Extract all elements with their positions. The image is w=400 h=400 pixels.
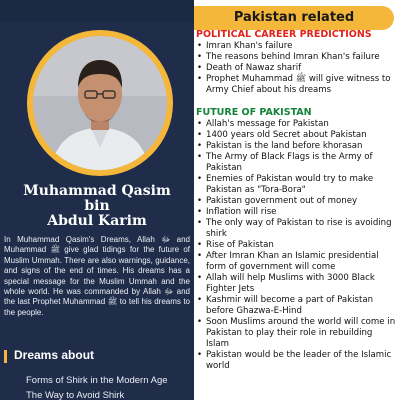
list-item: • Inflation will rise <box>194 207 398 218</box>
list-item: • Pakistan government out of money <box>194 196 398 207</box>
future-heading: FUTURE OF PAKISTAN <box>196 107 312 118</box>
list-item: • The reasons behind Imran Khan's failure <box>194 52 398 63</box>
list-item: • Pakistan is the land before khorasan <box>194 141 398 152</box>
author-name-line3: Abdul Karim <box>47 213 147 229</box>
dreams-item: The Way to Avoid Shirk <box>26 390 125 400</box>
author-name-line1: Muhammad Qasim <box>23 183 171 199</box>
list-item: • Allah will help Muslims with 3000 Black Fighter Jets <box>194 273 398 295</box>
dreams-heading-text: Dreams about <box>14 348 95 362</box>
list-item: • After Imran Khan an Islamic presidential form of government will come <box>194 251 398 273</box>
political-heading: POLITICAL CAREER PREDICTIONS <box>196 29 372 40</box>
list-item: • Rise of Pakistan <box>194 240 398 251</box>
list-item: • Death of Nawaz sharif <box>194 63 398 74</box>
list-item: • Enemies of Pakistan would try to make Pakistan as "Tora-Bora" <box>194 174 398 196</box>
author-bio: In Muhammad Qasim's Dreams, Allah ﷻ and Muhammad ﷺ give glad tidings for the future of Muslim Ummah. There are also warnings, guidance, and signs of the end of times. His dreams has a special message for the Muslim Ummah and the whole world. He was commanded by Allah ﷻ and the last Prophet Muhammad ﷺ to tell his dreams to the people. <box>4 235 191 317</box>
dreams-heading <box>0 347 194 365</box>
list-item: • 1400 years old Secret about Pakistan <box>194 130 398 141</box>
list-item: • The Army of Black Flags is the Army of Pakistan <box>194 152 398 174</box>
list-item: • Prophet Muhammad ﷺ will give witness to Army Chief about his dreams <box>194 74 398 96</box>
political-list <box>194 41 398 96</box>
profile-panel <box>0 0 194 400</box>
list-item: • Kashmir will become a part of Pakistan before Ghazwa-E-Hind <box>194 295 398 317</box>
list-item: • Allah's message for Pakistan <box>194 119 398 130</box>
list-item: • Pakistan would be the leader of the Islamic world <box>194 350 398 372</box>
banner-title: Pakistan related <box>233 10 355 25</box>
topic-banner <box>194 6 394 30</box>
dreams-item: Forms of Shirk in the Modern Age <box>26 375 168 386</box>
list-item: • The only way of Pakistan to rise is avoiding shirk <box>194 218 398 240</box>
future-list <box>194 119 398 372</box>
panel-top-strip <box>0 0 194 22</box>
list-item: • Soon Muslims around the world will come in Pakistan to play their role in rebuilding Islam <box>194 317 398 350</box>
topics-panel <box>194 0 400 400</box>
list-item: • Imran Khan's failure <box>194 41 398 52</box>
heading-accent-bar <box>4 350 7 363</box>
author-name-line2: bin <box>84 198 110 214</box>
author-name <box>0 184 194 229</box>
profile-photo <box>33 36 167 170</box>
